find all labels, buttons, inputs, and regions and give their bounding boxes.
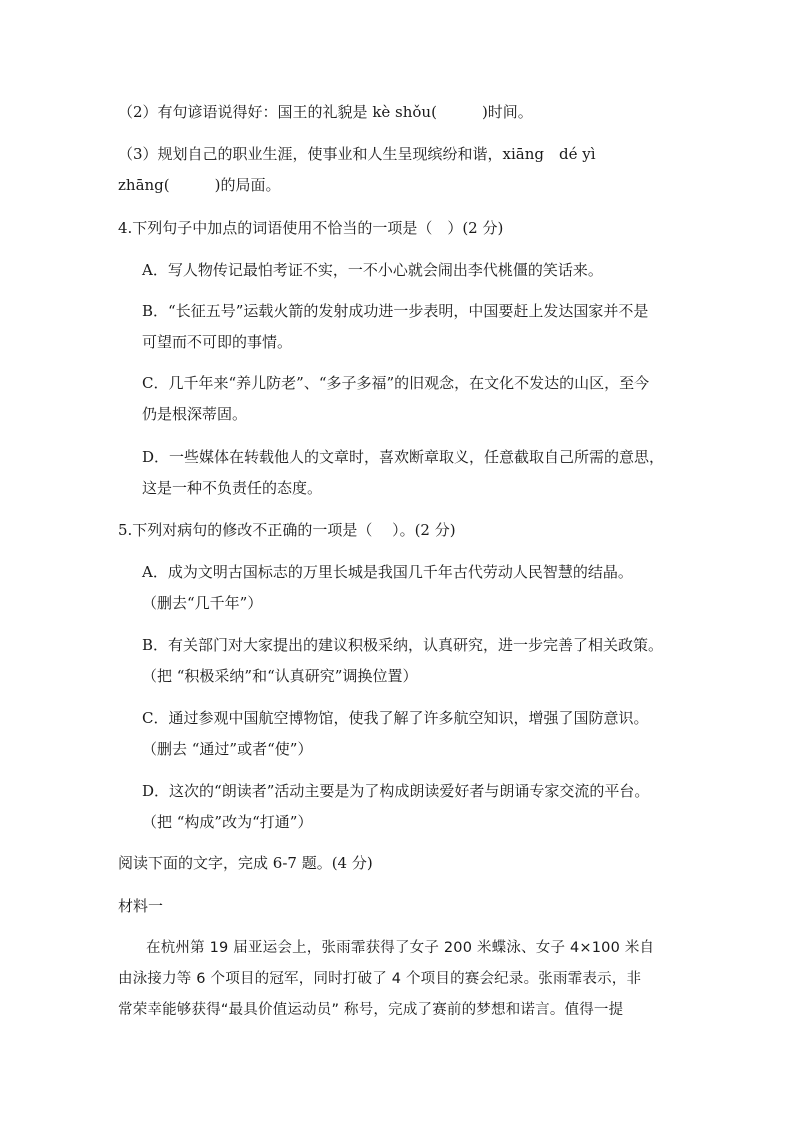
q5-option-c-line-1: C．通过参观中国航空博物馆，使我了解了许多航空知识，增强了国防意识。 (142, 709, 649, 727)
q5-option-d-line-1: D．这次的“朗读者”活动主要是为了构成朗读爱好者与朗诵专家交流的平台。 (142, 782, 650, 800)
q3-item-2: （2）有句谚语说得好：国王的礼貌是 kè shǒu( )时间。 (118, 103, 533, 121)
q4-option-c-line-2: 仍是根深蒂固。 (142, 405, 248, 423)
q4-option-b-line-2: 可望而不可即的事情。 (142, 333, 293, 351)
q3-item-3-line-1: （3）规划自己的职业生涯，使事业和人生呈现缤纷和谐，xiāng dé yì (118, 145, 596, 163)
q5-option-b-line-1: B．有关部门对大家提出的建议积极采纳，认真研究，进一步完善了相关政策。 (142, 636, 664, 654)
material-paragraph-line-2: 由泳接力等 6 个项目的冠军，同时打破了 4 个项目的赛会纪录。张雨霏表示，非 (118, 971, 642, 987)
q4-option-b-line-1: B．“长征五号”运载火箭的发射成功进一步表明，中国要赶上发达国家并不是 (142, 302, 649, 320)
q4-stem: 4.下列句子中加点的词语使用不恰当的一项是（ ）(2 分) (118, 219, 504, 237)
q4-option-d-line-2: 这是一种不负责任的态度。 (142, 479, 323, 497)
q4-option-d-line-1: D．一些媒体在转载他人的文章时，喜欢断章取义，任意截取自己所需的意思， (142, 448, 665, 466)
q4-option-c-line-1: C．几千年来“养儿防老”、“多子多福”的旧观念，在文化不发达的山区，至今 (142, 374, 650, 392)
reading-intro: 阅读下面的文字，完成 6-7 题。(4 分) (118, 854, 373, 872)
material-paragraph-line-1: 在杭州第 19 届亚运会上，张雨霏获得了女子 200 米蝶泳、女子 4×100 米自 (146, 940, 655, 956)
q5-option-c-line-2: （删去 “通过”或者“使”） (142, 740, 313, 758)
q4-option-a: A．写人物传记最怕考证不实，一不小心就会闹出李代桃僵的笑话来。 (142, 261, 603, 279)
material-title: 材料一 (118, 897, 164, 915)
q5-option-d-line-2: （把 “构成”改为“打通”） (142, 813, 313, 831)
q5-option-a-line-1: A．成为文明古国标志的万里长城是我国几千年古代劳动人民智慧的结晶。 (142, 563, 633, 581)
q5-stem: 5.下列对病句的修改不正确的一项是（ ）。(2 分) (118, 521, 456, 539)
material-paragraph-line-3: 常荣幸能够获得“最具价值运动员” 称号，完成了赛前的梦想和诺言。值得一提 (118, 1002, 624, 1018)
q3-item-3-line-2: zhāng( )的局面。 (118, 176, 281, 194)
q5-option-a-line-2: （删去“几千年”） (142, 594, 263, 612)
q5-option-b-line-2: （把 “积极采纳”和“认真研究”调换位置） (142, 667, 418, 685)
